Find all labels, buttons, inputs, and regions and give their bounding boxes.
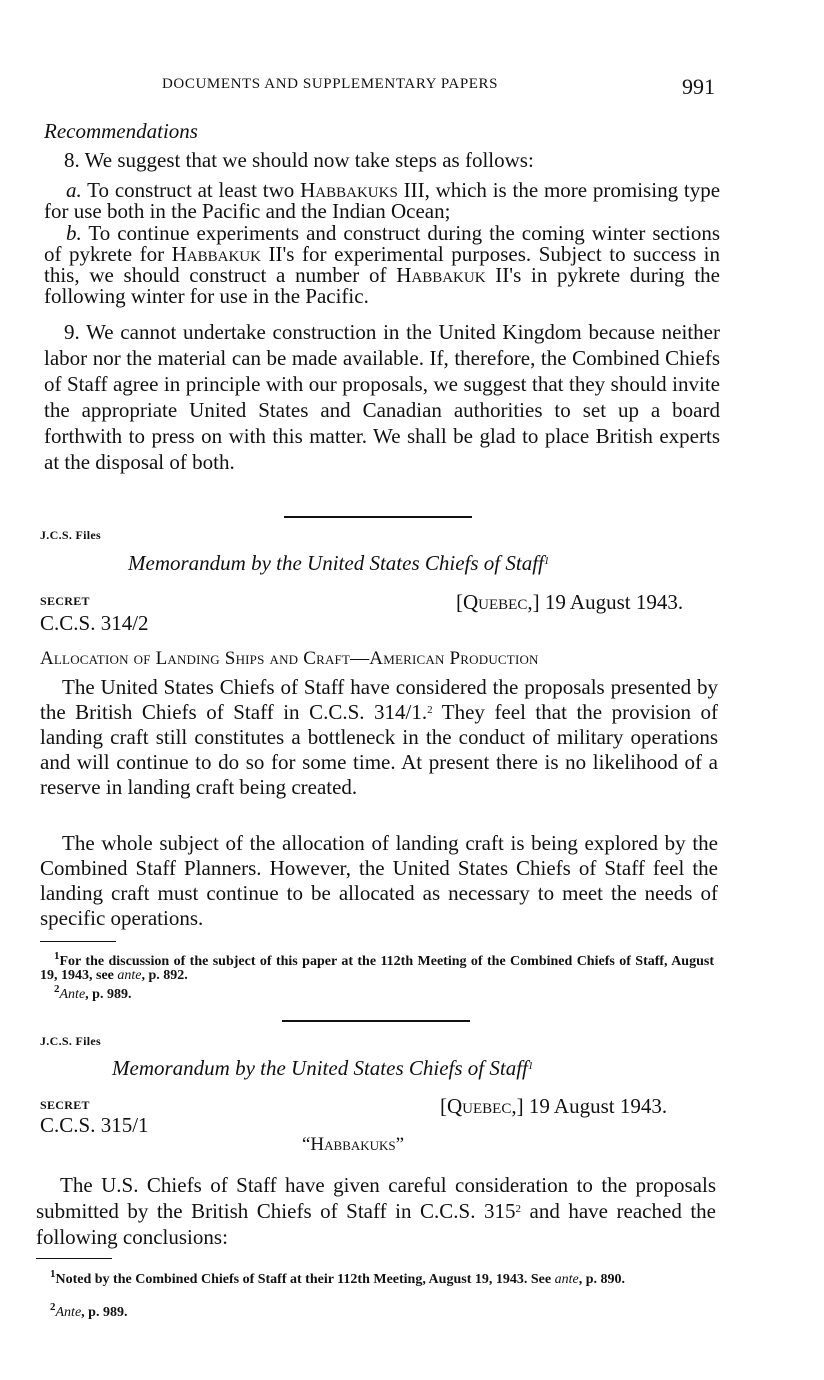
item-a-label: a.: [66, 178, 82, 202]
doc1-footnote-rule: [40, 941, 116, 942]
doc2-footnote-rule: [36, 1258, 112, 1259]
doc1-classification: SECRET: [40, 594, 90, 608]
paragraph-9: 9. We cannot undertake construction in the United Kingdom because neither labor nor the material can be made available. If, therefore, the Combined Chiefs of Staff agree in principle with our proposals, we suggest that they should invite the appropriate United States and Canadian authorities to set up a board forthwith to press on with this matter. We shall be glad to place British experts at the disposal of both.: [44, 320, 720, 474]
doc2-date: [Quebec,] 19 August 1943.: [440, 1094, 668, 1118]
page-number: 991: [682, 74, 715, 99]
section-divider: [284, 516, 472, 518]
running-title: DOCUMENTS AND SUPPLEMENTARY PAPERS: [162, 76, 499, 92]
doc1-footnote-2: $^2$Ante, p. 989.: [54, 983, 132, 1002]
doc2-ccs-number: C.C.S. 315/1: [40, 1113, 149, 1137]
doc1-paragraph-2: The whole subject of the allocation of landing craft is being explored by the Combined Staff Planners. However, the United States Chiefs of Staff feel the landing craft must continue to be allocated as necessary to meet the needs of specific operations.: [40, 831, 718, 930]
doc1-title: Memorandum by the United States Chiefs of Staff$^1$: [128, 551, 550, 575]
doc1-ccs-number: C.C.S. 314/2: [40, 611, 149, 635]
doc2-paragraph-1: The U.S. Chiefs of Staff have given careful consideration to the proposals submitted by the British Chiefs of Staff in C.C.S. $315^2$ and have reached the following conclusions:: [36, 1173, 716, 1249]
doc2-footnote-2: $^2$Ante, p. 989.: [50, 1301, 128, 1320]
doc1-source: J.C.S. Files: [40, 528, 101, 542]
doc2-classification: SECRET: [40, 1098, 90, 1112]
doc1-paragraph-1: The United States Chiefs of Staff have considered the proposals presented by the British Chiefs of Staff in C.C.S. 314/1.$^2$ They feel that the provision of landing craft still constitutes a bottleneck in the conduct of military operations and will continue to do so for some time. At present there is no likelihood of a reserve in landing craft being created.: [40, 675, 718, 799]
recommendations-heading: Recommendations: [44, 119, 198, 143]
doc1-date: [Quebec,] 19 August 1943.: [456, 590, 684, 614]
doc1-footnote-1: $^1$For the discussion of the subject of this paper at the 112th Meeting of the Combined Chiefs of Staff, August 19, 1943, see ante, p. 892.: [40, 950, 714, 983]
doc2-subject: “Habbakuks”: [302, 1134, 405, 1155]
doc2-title: Memorandum by the United States Chiefs of Staff$^1$: [112, 1056, 534, 1080]
item-a: a. To construct at least two Habbakuks III, which is the more promising type for use both in the Pacific and the Indian Ocean;: [44, 178, 721, 223]
item-b-label: b.: [66, 221, 82, 245]
section-divider: [282, 1020, 470, 1022]
item-b: b. To continue experiments and construct during the coming winter sections of pykrete for Habbakuk II's for experimental purposes. Subject to success in this, we should construct a number of Habbakuk II's in pykrete during the following winter for use in the Pacific.: [44, 221, 721, 308]
paragraph-8-intro: 8. We suggest that we should now take steps as follows:: [64, 148, 534, 172]
doc1-subject: Allocation of Landing Ships and Craft—American Production: [40, 648, 539, 669]
doc2-source: J.C.S. Files: [40, 1034, 101, 1048]
doc2-footnote-1: $^1$Noted by the Combined Chiefs of Staff at their 112th Meeting, August 19, 1943. See ante, p. 890.: [50, 1268, 625, 1287]
